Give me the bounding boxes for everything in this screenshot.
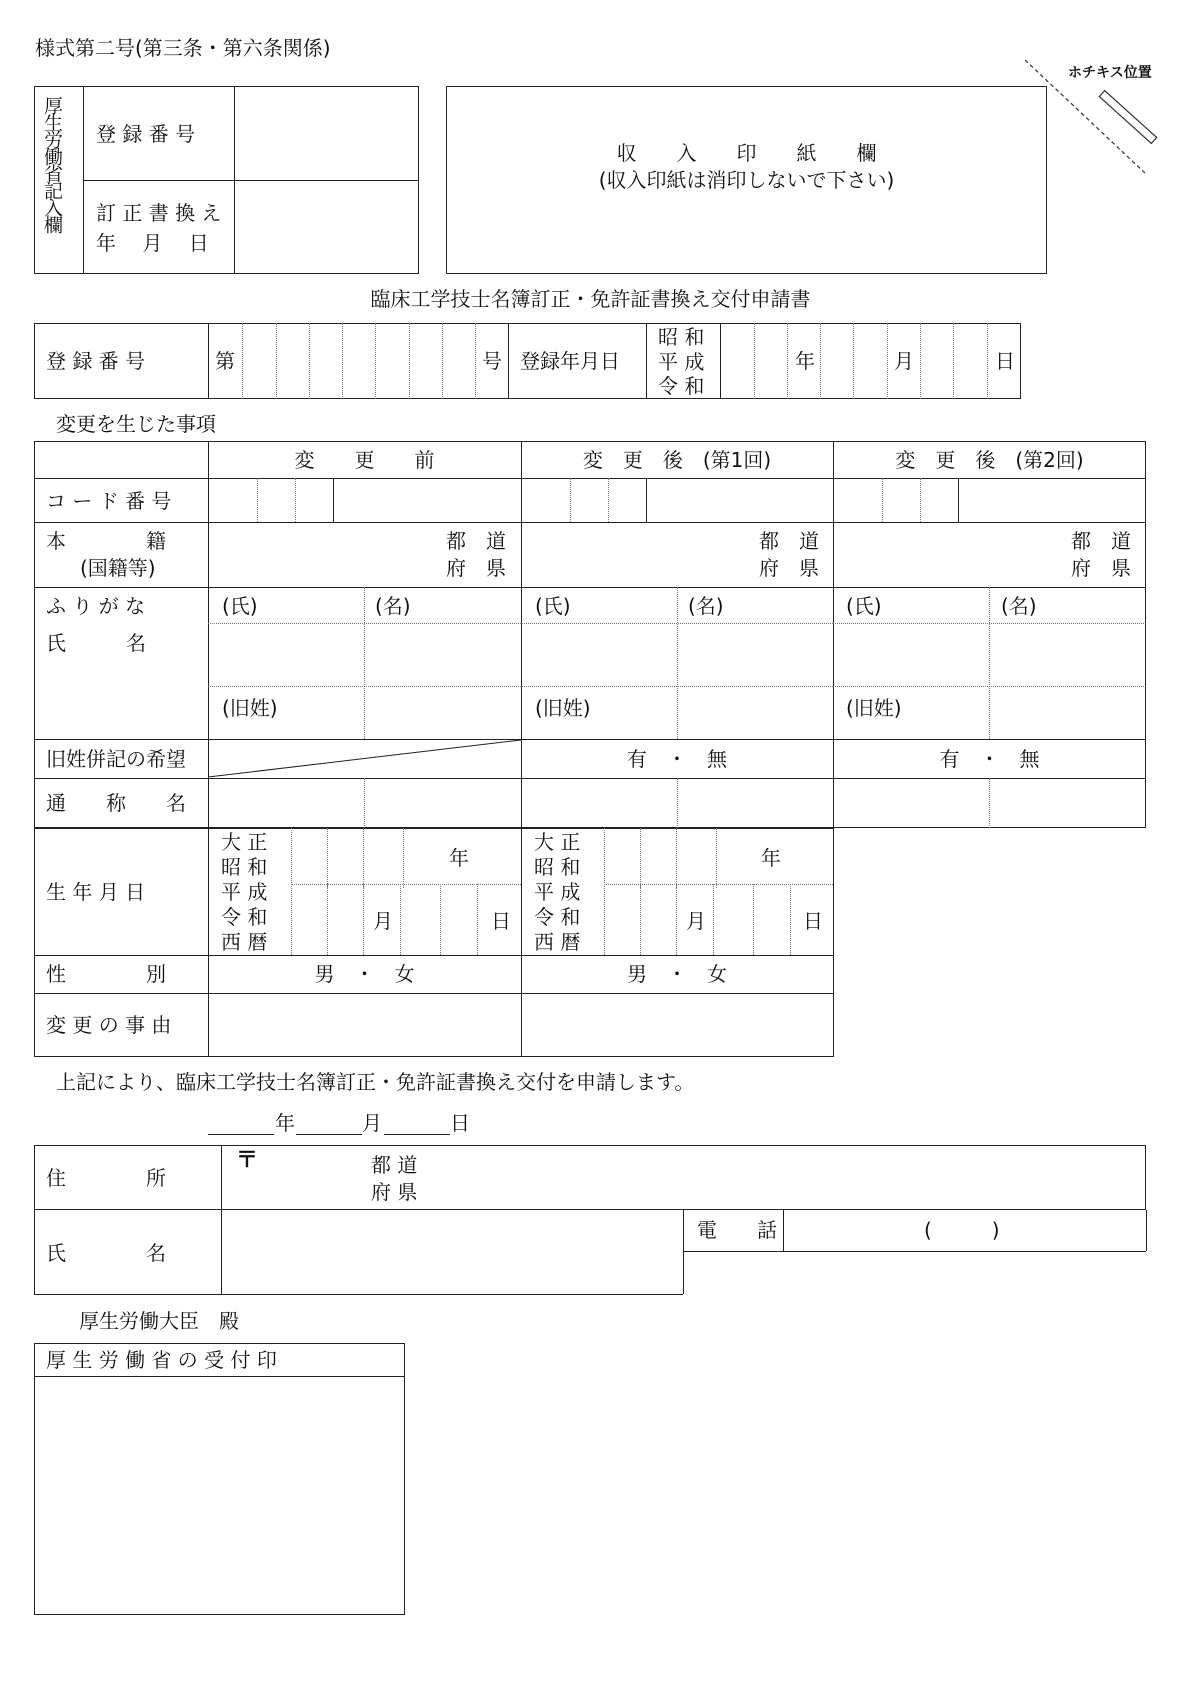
reg-no-input[interactable] bbox=[243, 324, 475, 398]
staple-label: ホチキス位置 bbox=[1068, 65, 1152, 81]
addressee: 厚生労働大臣 殿 bbox=[79, 1309, 239, 1333]
before-birth-year: 年 bbox=[449, 846, 469, 870]
address-input[interactable] bbox=[222, 1146, 1144, 1209]
before-na: (名) bbox=[375, 594, 411, 618]
before-uji: (氏) bbox=[222, 594, 258, 618]
kyusei-heiki-after1-choice[interactable]: 有 ・ 無 bbox=[627, 747, 727, 771]
office-reg-no-label: 登 録 番 号 bbox=[96, 122, 196, 146]
date-month: 月 bbox=[362, 1111, 382, 1135]
reg-dai: 第 bbox=[215, 349, 235, 373]
form-number: 様式第二号(第三条・第六条関係) bbox=[35, 36, 331, 60]
honseki-after2-input[interactable] bbox=[834, 523, 1064, 586]
applicant-name-input[interactable] bbox=[222, 1211, 682, 1293]
after1-todo: 都 道 bbox=[759, 529, 819, 553]
code-after1-input[interactable] bbox=[522, 479, 832, 521]
receipt-stamp-box bbox=[34, 1343, 405, 1615]
before-era-taisho: 大 正 bbox=[221, 830, 268, 854]
birth-label: 生 年 月 日 bbox=[46, 880, 146, 904]
reg-no-label: 登 録 番 号 bbox=[46, 349, 146, 373]
honseki-label: 本 籍 bbox=[46, 529, 166, 553]
kyusei-heiki-label: 旧姓併記の希望 bbox=[46, 747, 186, 771]
after2-fuken: 府 県 bbox=[1071, 556, 1131, 580]
tsusho-label: 通 称 名 bbox=[46, 791, 186, 815]
after1-era-seireki: 西 暦 bbox=[534, 930, 581, 954]
postal-mark: 〒 bbox=[236, 1148, 259, 1173]
code-before-input[interactable] bbox=[209, 479, 520, 521]
before-era-showa: 昭 和 bbox=[221, 855, 268, 879]
office-correction-date-field[interactable] bbox=[235, 181, 417, 273]
address-label: 住 所 bbox=[46, 1166, 166, 1190]
after1-era-heisei: 平 成 bbox=[534, 880, 581, 904]
reg-go: 号 bbox=[482, 349, 502, 373]
after2-uji: (氏) bbox=[846, 594, 882, 618]
reg-era-reiwa: 令 和 bbox=[658, 374, 705, 398]
code-label: コ ー ド 番 号 bbox=[46, 489, 172, 513]
reg-era-heisei: 平 成 bbox=[658, 350, 705, 374]
after1-birth-day: 日 bbox=[803, 909, 823, 933]
reg-year-label: 年 bbox=[795, 349, 815, 373]
after1-era-showa: 昭 和 bbox=[534, 855, 581, 879]
tsusho-before-input[interactable] bbox=[209, 779, 520, 827]
before-era-reiwa: 令 和 bbox=[221, 905, 268, 929]
before-kyusei: (旧姓) bbox=[222, 696, 278, 720]
col-before: 変 更 前 bbox=[294, 448, 435, 472]
code-after2-input[interactable] bbox=[834, 479, 1145, 521]
declaration: 上記により、臨床工学技士名簿訂正・免許証書換え交付を申請します。 bbox=[56, 1070, 695, 1094]
after1-uji: (氏) bbox=[535, 594, 571, 618]
reg-month-label: 月 bbox=[894, 349, 914, 373]
birth-after1-input[interactable] bbox=[605, 829, 832, 954]
form-title: 臨床工学技士名簿訂正・免許証書換え交付申請書 bbox=[370, 287, 811, 311]
name-before-input[interactable] bbox=[209, 624, 520, 686]
phone-input[interactable] bbox=[784, 1211, 1145, 1250]
phone-paren: ( ) bbox=[924, 1218, 1000, 1242]
after2-na: (名) bbox=[1001, 594, 1037, 618]
revenue-stamp-note: (収入印紙は消印しないで下さい) bbox=[598, 168, 895, 192]
name-after2-input[interactable] bbox=[834, 624, 1145, 686]
office-correction-label: 訂 正 書 換 え bbox=[96, 201, 222, 225]
honseki-sub-label: (国籍等) bbox=[80, 556, 156, 580]
sex-after1-choice[interactable]: 男 ・ 女 bbox=[627, 962, 727, 986]
not-applicable-slash bbox=[208, 739, 521, 778]
name-label: 氏 名 bbox=[46, 1241, 166, 1265]
reg-era-showa: 昭 和 bbox=[658, 325, 705, 349]
birth-before-input[interactable] bbox=[292, 829, 520, 954]
reg-date-label: 登録年月日 bbox=[520, 349, 620, 373]
col-after-2: 変 更 後 (第2回) bbox=[895, 448, 1084, 472]
after1-birth-month: 月 bbox=[686, 909, 706, 933]
date-year: 年 bbox=[275, 1111, 295, 1135]
shimei-label: 氏 名 bbox=[46, 631, 146, 655]
address-fuken: 府 県 bbox=[371, 1180, 418, 1204]
receipt-stamp-label: 厚 生 労 働 省 の 受 付 印 bbox=[46, 1348, 277, 1372]
changes-heading: 変更を生じた事項 bbox=[56, 412, 216, 436]
office-entry-title: 厚生労働省記入欄 bbox=[41, 96, 63, 232]
tsusho-after1-input[interactable] bbox=[522, 779, 832, 827]
after1-kyusei: (旧姓) bbox=[535, 696, 591, 720]
sex-before-choice[interactable]: 男 ・ 女 bbox=[314, 962, 415, 986]
reg-day-label: 日 bbox=[995, 349, 1015, 373]
after1-era-reiwa: 令 和 bbox=[534, 905, 581, 929]
after1-birth-year: 年 bbox=[761, 846, 781, 870]
honseki-after1-input[interactable] bbox=[522, 523, 752, 586]
revenue-stamp-label: 収 入 印 紙 欄 bbox=[616, 141, 877, 165]
before-era-seireki: 西 暦 bbox=[221, 930, 268, 954]
after1-era-taisho: 大 正 bbox=[534, 830, 581, 854]
honseki-before-input[interactable] bbox=[209, 523, 439, 586]
phone-label: 電 話 bbox=[697, 1218, 777, 1242]
kyusei-heiki-after2-choice[interactable]: 有 ・ 無 bbox=[939, 747, 1040, 771]
furigana-label: ふ り が な bbox=[46, 594, 146, 618]
before-todo: 都 道 bbox=[446, 529, 506, 553]
col-after-1: 変 更 後 (第1回) bbox=[582, 448, 772, 472]
sex-label: 性 別 bbox=[46, 962, 166, 986]
after2-kyusei: (旧姓) bbox=[846, 696, 902, 720]
before-fuken: 府 県 bbox=[446, 556, 506, 580]
before-era-heisei: 平 成 bbox=[221, 880, 268, 904]
after1-fuken: 府 県 bbox=[759, 556, 819, 580]
tsusho-after2-input[interactable] bbox=[834, 779, 1145, 827]
office-reg-no-field[interactable] bbox=[235, 87, 417, 179]
reg-date-input[interactable] bbox=[721, 324, 1019, 398]
before-birth-month: 月 bbox=[373, 909, 393, 933]
date-day: 日 bbox=[450, 1111, 470, 1135]
after2-todo: 都 道 bbox=[1071, 529, 1131, 553]
address-todo: 都 道 bbox=[371, 1153, 418, 1177]
before-birth-day: 日 bbox=[491, 909, 511, 933]
name-after1-input[interactable] bbox=[522, 624, 832, 686]
reason-label: 変 更 の 事 由 bbox=[46, 1013, 172, 1037]
office-correction-date-label: 年 月 日 bbox=[96, 231, 209, 255]
reason-input[interactable] bbox=[209, 994, 832, 1055]
after1-na: (名) bbox=[688, 594, 724, 618]
